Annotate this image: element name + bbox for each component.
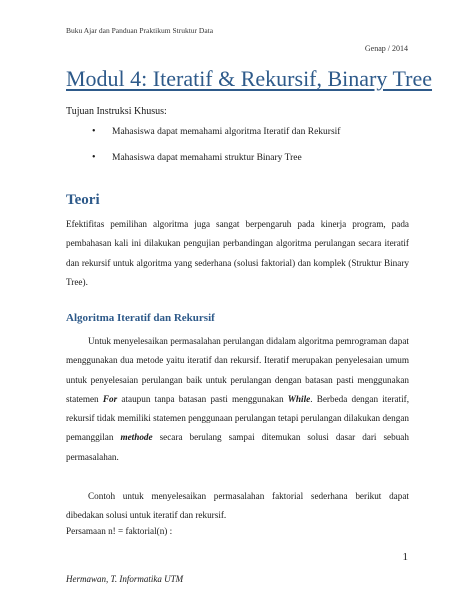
bullet-icon: •	[92, 152, 96, 163]
objectives-heading: Tujuan Instruksi Khusus:	[66, 106, 167, 117]
text-run: secara berulang sampai ditemukan solusi dasar dari sebuah permasalahan.	[66, 432, 409, 462]
text-run: Untuk menyelesaikan permasalahan perulangan didalam algoritma pemrograman dapat menggunakan dua metode yaitu iteratif dan rekursif. Iteratif merupakan penyelesaian umum untuk penyelesaian perulangan baik untuk perulangan dengan batasan pasti menggunakan statemen	[66, 336, 409, 404]
page-number: 1	[402, 551, 408, 563]
footer-author: Hermawan, T. Informatika UTM	[66, 574, 184, 584]
text-run: . Berbeda dengan iteratif, rekursif tidak memiliki statemen penggunaan perulangan tetapi perulangan dilakukan dengan pemanggilan	[66, 393, 410, 443]
subsection-heading: Algoritma Iteratif dan Rekursif	[66, 312, 215, 324]
objective-item	[92, 152, 302, 163]
body-paragraph: Contoh untuk menyelesaikan permasalahan faktorial sederhana berikut dapat dibedakan solusi untuk iteratif dan rekursif.	[66, 491, 409, 521]
body-paragraph	[66, 332, 409, 467]
page-title: Modul 4: Iteratif & Rekursif, Binary Tree	[66, 66, 433, 91]
bullet-icon: •	[92, 126, 96, 137]
intro-paragraph: Efektifitas pemilihan algoritma juga sangat berpengaruh pada kinerja program, pada pembahasan kali ini dilakukan pengujian perbandingan algoritma perulangan secara iteratif dan rekursif untuk algoritma yang sederhana (solusi faktorial) dan komplek (Struktur Binary Tree).	[66, 219, 409, 287]
section-heading: Teori	[66, 192, 100, 208]
objective-text: Mahasiswa dapat memahami algoritma Iteratif dan Rekursif	[112, 127, 341, 137]
keyword-while: While	[287, 393, 311, 404]
keyword-methode: methode	[120, 432, 153, 443]
running-header: Buku Ajar dan Panduan Praktikum Struktur Data	[66, 26, 214, 35]
objective-text: Mahasiswa dapat memahami struktur Binary Tree	[112, 153, 302, 163]
equation-line: Persamaan n! = faktorial(n) :	[66, 526, 173, 536]
semester-label: Genap / 2014	[364, 44, 408, 53]
keyword-for: For	[102, 393, 118, 404]
objective-item	[92, 126, 340, 137]
text-run: ataupun tanpa batasan pasti menggunakan	[117, 393, 288, 404]
